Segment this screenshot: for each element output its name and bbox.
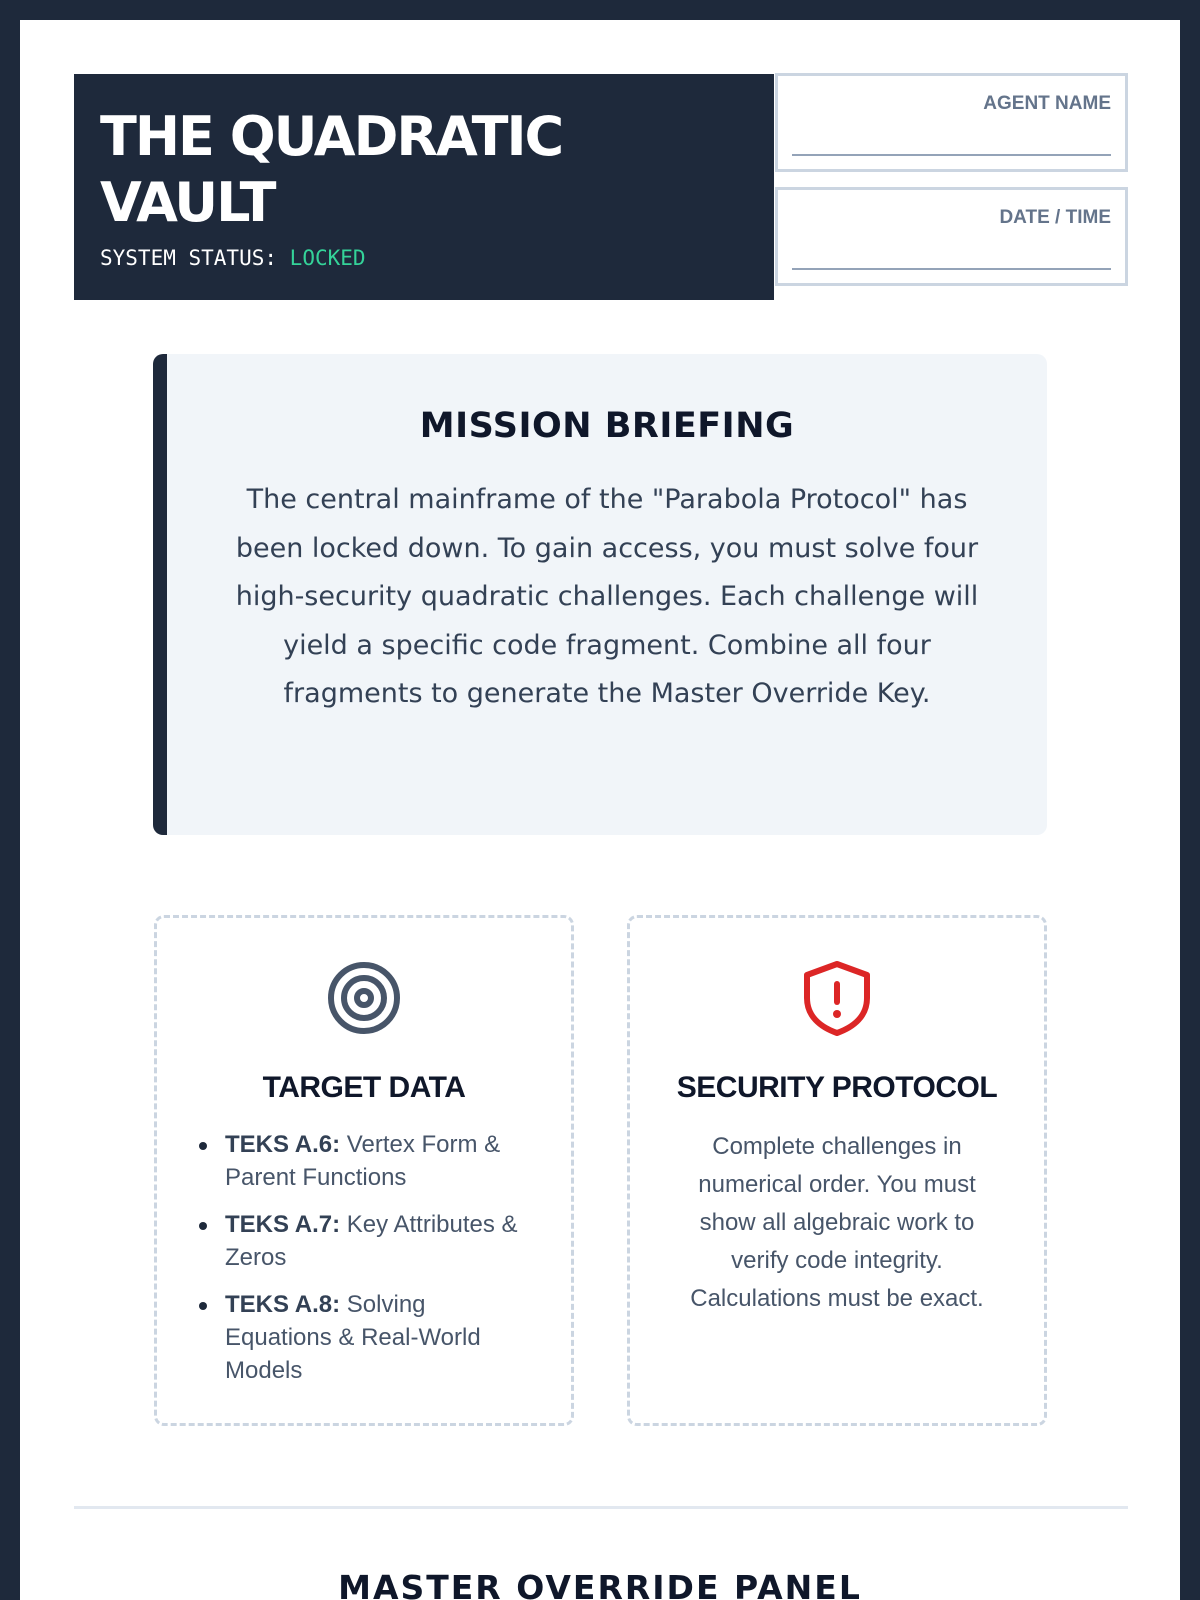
status-label: SYSTEM STATUS: [100, 246, 278, 270]
target-data-title: TARGET DATA [262, 1071, 466, 1104]
target-data-list [197, 1128, 531, 1401]
section-divider [74, 1506, 1128, 1509]
date-time-field[interactable] [775, 187, 1128, 286]
shield-alert-icon [797, 958, 877, 1038]
status-value: LOCKED [289, 246, 366, 270]
agent-name-line[interactable] [792, 154, 1111, 156]
security-protocol-card [627, 915, 1047, 1426]
header-title-block [74, 74, 774, 300]
briefing-text: The central mainframe of the "Parabola Protocol" has been locked down. To gain access, you must solve four high-security quadratic challenges. Each challenge will yield a specific code fragment. Combine all four fragments to generate the Master Override Key. [235, 484, 979, 709]
date-time-line[interactable] [792, 268, 1111, 270]
agent-name-label: AGENT NAME [983, 93, 1111, 114]
list-item [197, 1128, 531, 1194]
list-item [197, 1208, 531, 1274]
security-protocol-text: Complete challenges in numerical order. You must show all algebraic work to verify code integrity. Calculations must be exact. [690, 1133, 984, 1312]
system-status [100, 246, 748, 270]
page-title: THE QUADRATIC VAULT [100, 105, 563, 234]
list-item [197, 1288, 531, 1387]
teks-code: TEKS A.7: [225, 1211, 341, 1238]
teks-description: Solving Equations & Real-World Models [225, 1291, 481, 1384]
target-data-card [154, 915, 574, 1426]
date-time-label: DATE / TIME [999, 207, 1111, 228]
teks-description: Key Attributes & Zeros [225, 1211, 518, 1271]
teks-description: Vertex Form & Parent Functions [225, 1131, 501, 1191]
teks-code: TEKS A.8: [225, 1291, 341, 1318]
mission-briefing [153, 354, 1047, 835]
agent-name-field[interactable] [775, 73, 1128, 172]
override-panel-title: MASTER OVERRIDE PANEL [338, 1568, 862, 1600]
teks-code: TEKS A.6: [225, 1131, 341, 1158]
target-icon [324, 958, 404, 1038]
security-protocol-title: SECURITY PROTOCOL [676, 1071, 998, 1104]
worksheet-page [20, 20, 1180, 1600]
briefing-title: MISSION BRIEFING [419, 406, 795, 446]
